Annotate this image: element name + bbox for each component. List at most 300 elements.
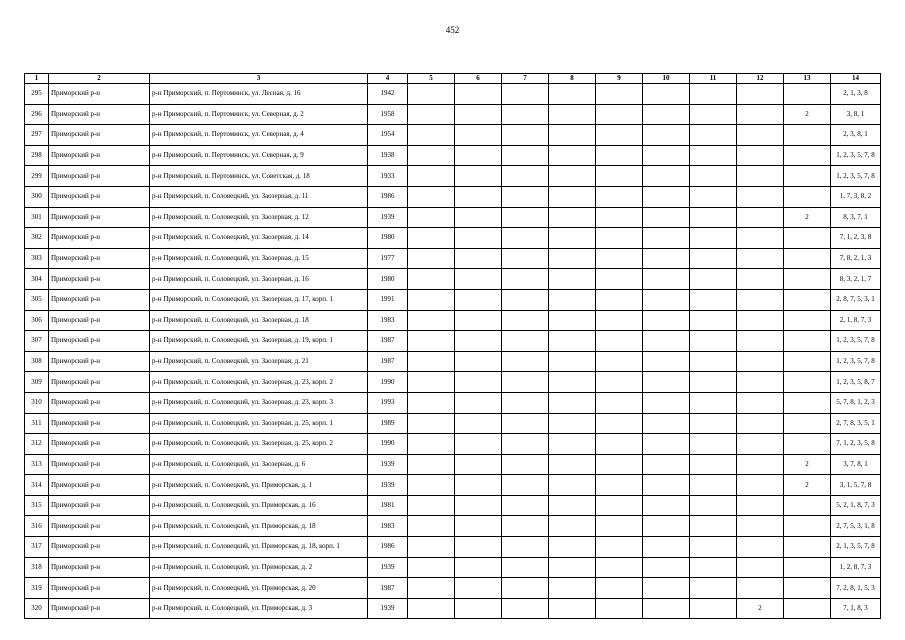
col14-cell: 7, 1, 8, 3 (831, 598, 881, 619)
col13-cell (784, 516, 831, 537)
col5-cell (408, 269, 455, 290)
col14-cell: 2, 1, 8, 7, 3 (831, 310, 881, 331)
col13-cell (784, 84, 831, 105)
col5-cell (408, 84, 455, 105)
col7-cell (502, 104, 549, 125)
table-body (25, 84, 881, 619)
col7-cell (502, 537, 549, 558)
table-row (25, 537, 881, 558)
col13-cell (784, 166, 831, 187)
col14-cell: 2, 8, 7, 5, 3, 1 (831, 289, 881, 310)
district-cell: Приморский р-н (49, 495, 150, 516)
col14-cell: 7, 1, 2, 3, 8 (831, 228, 881, 249)
col8-cell (549, 537, 596, 558)
col8-cell (549, 413, 596, 434)
row-number: 299 (25, 166, 49, 187)
row-number: 320 (25, 598, 49, 619)
col11-cell (690, 289, 737, 310)
col12-cell (737, 454, 784, 475)
col9-cell (596, 392, 643, 413)
col11-cell (690, 104, 737, 125)
col5-cell (408, 289, 455, 310)
col5-cell (408, 495, 455, 516)
col5-cell (408, 207, 455, 228)
address-cell: р-н Приморский, п. Соловецкий, ул. Заозерная, д. 25, корп. 2 (150, 434, 368, 455)
col6-cell (455, 331, 502, 352)
col12-cell (737, 392, 784, 413)
col13-cell (784, 269, 831, 290)
column-header: 6 (455, 74, 502, 84)
col9-cell (596, 557, 643, 578)
col10-cell (643, 434, 690, 455)
col11-cell (690, 434, 737, 455)
row-number: 304 (25, 269, 49, 290)
table-row (25, 207, 881, 228)
col9-cell (596, 84, 643, 105)
district-cell: Приморский р-н (49, 598, 150, 619)
col12-cell (737, 186, 784, 207)
table-row (25, 516, 881, 537)
col12-cell (737, 516, 784, 537)
col12-cell: 2 (737, 598, 784, 619)
col11-cell (690, 84, 737, 105)
address-cell: р-н Приморский, п. Соловецкий, ул. Заозерная, д. 25, корп. 1 (150, 413, 368, 434)
col14-cell: 3, 8, 1 (831, 104, 881, 125)
col8-cell (549, 516, 596, 537)
col5-cell (408, 331, 455, 352)
col6-cell (455, 248, 502, 269)
col5-cell (408, 392, 455, 413)
row-number: 318 (25, 557, 49, 578)
col6-cell (455, 598, 502, 619)
col9-cell (596, 516, 643, 537)
column-header: 11 (690, 74, 737, 84)
col9-cell (596, 598, 643, 619)
col10-cell (643, 598, 690, 619)
district-cell: Приморский р-н (49, 475, 150, 496)
col5-cell (408, 454, 455, 475)
district-cell: Приморский р-н (49, 248, 150, 269)
col12-cell (737, 104, 784, 125)
col12-cell (737, 166, 784, 187)
row-number: 302 (25, 228, 49, 249)
col12-cell (737, 84, 784, 105)
row-number: 319 (25, 578, 49, 599)
col8-cell (549, 84, 596, 105)
col8-cell (549, 104, 596, 125)
address-cell: р-н Приморский, п. Соловецкий, ул. Заозерная, д. 19, корп. 1 (150, 331, 368, 352)
col10-cell (643, 186, 690, 207)
col13-cell (784, 125, 831, 146)
year-cell: 1981 (368, 495, 408, 516)
col10-cell (643, 166, 690, 187)
address-cell: р-н Приморский, п. Соловецкий, ул. Заозерная, д. 17, корп. 1 (150, 289, 368, 310)
table-row (25, 495, 881, 516)
col12-cell (737, 537, 784, 558)
col7-cell (502, 269, 549, 290)
col11-cell (690, 557, 737, 578)
col6-cell (455, 454, 502, 475)
col10-cell (643, 145, 690, 166)
col14-cell: 5, 7, 8, 1, 2, 3 (831, 392, 881, 413)
col9-cell (596, 578, 643, 599)
col5-cell (408, 351, 455, 372)
year-cell: 1991 (368, 289, 408, 310)
col10-cell (643, 578, 690, 599)
col7-cell (502, 125, 549, 146)
col5-cell (408, 413, 455, 434)
district-cell: Приморский р-н (49, 269, 150, 290)
col8-cell (549, 186, 596, 207)
col7-cell (502, 454, 549, 475)
col13-cell (784, 228, 831, 249)
col10-cell (643, 351, 690, 372)
col14-cell: 1, 2, 3, 5, 7, 8 (831, 145, 881, 166)
col10-cell (643, 495, 690, 516)
col11-cell (690, 331, 737, 352)
col11-cell (690, 351, 737, 372)
table-row (25, 289, 881, 310)
col13-cell (784, 557, 831, 578)
col6-cell (455, 310, 502, 331)
col11-cell (690, 310, 737, 331)
col14-cell: 1, 2, 3, 5, 7, 8 (831, 331, 881, 352)
table-row (25, 392, 881, 413)
col13-cell (784, 351, 831, 372)
column-header: 5 (408, 74, 455, 84)
address-cell: р-н Приморский, п. Соловецкий, ул. Приморская, д. 1 (150, 475, 368, 496)
row-number: 317 (25, 537, 49, 558)
district-cell: Приморский р-н (49, 331, 150, 352)
column-header: 10 (643, 74, 690, 84)
year-cell: 1980 (368, 228, 408, 249)
col7-cell (502, 495, 549, 516)
table-row (25, 248, 881, 269)
col14-cell: 1, 2, 3, 5, 8, 7 (831, 372, 881, 393)
col12-cell (737, 372, 784, 393)
col5-cell (408, 125, 455, 146)
col13-cell (784, 434, 831, 455)
col11-cell (690, 228, 737, 249)
col14-cell: 2, 1, 3, 8 (831, 84, 881, 105)
col6-cell (455, 516, 502, 537)
col13-cell (784, 578, 831, 599)
col7-cell (502, 413, 549, 434)
district-cell: Приморский р-н (49, 537, 150, 558)
row-number: 307 (25, 331, 49, 352)
year-cell: 1987 (368, 351, 408, 372)
col9-cell (596, 228, 643, 249)
col6-cell (455, 495, 502, 516)
col13-cell: 2 (784, 454, 831, 475)
column-header: 3 (150, 74, 368, 84)
col8-cell (549, 248, 596, 269)
table-row (25, 104, 881, 125)
col14-cell: 2, 3, 8, 1 (831, 125, 881, 146)
col9-cell (596, 351, 643, 372)
row-number: 300 (25, 186, 49, 207)
year-cell: 1942 (368, 84, 408, 105)
district-cell: Приморский р-н (49, 392, 150, 413)
col6-cell (455, 186, 502, 207)
col12-cell (737, 475, 784, 496)
district-cell: Приморский р-н (49, 454, 150, 475)
address-cell: р-н Приморский, п. Соловецкий, ул. Заозерная, д. 16 (150, 269, 368, 290)
col8-cell (549, 434, 596, 455)
col11-cell (690, 454, 737, 475)
col6-cell (455, 269, 502, 290)
col13-cell (784, 331, 831, 352)
year-cell: 1986 (368, 186, 408, 207)
col9-cell (596, 372, 643, 393)
district-cell: Приморский р-н (49, 372, 150, 393)
col8-cell (549, 372, 596, 393)
col13-cell (784, 392, 831, 413)
table-row (25, 228, 881, 249)
col10-cell (643, 413, 690, 434)
year-cell: 1987 (368, 331, 408, 352)
col14-cell: 1, 2, 8, 7, 3 (831, 557, 881, 578)
table-row (25, 331, 881, 352)
col11-cell (690, 537, 737, 558)
col12-cell (737, 248, 784, 269)
col12-cell (737, 331, 784, 352)
col9-cell (596, 125, 643, 146)
col8-cell (549, 269, 596, 290)
col7-cell (502, 598, 549, 619)
col14-cell: 2, 7, 8, 3, 5, 1 (831, 413, 881, 434)
col14-cell: 5, 2, 1, 8, 7, 3 (831, 495, 881, 516)
col11-cell (690, 166, 737, 187)
col9-cell (596, 331, 643, 352)
row-number: 308 (25, 351, 49, 372)
table-row (25, 413, 881, 434)
col7-cell (502, 331, 549, 352)
year-cell: 1939 (368, 475, 408, 496)
col9-cell (596, 166, 643, 187)
col12-cell (737, 434, 784, 455)
address-cell: р-н Приморский, п. Пертоминск, ул. Лесная, д. 16 (150, 84, 368, 105)
col12-cell (737, 269, 784, 290)
col8-cell (549, 475, 596, 496)
district-cell: Приморский р-н (49, 413, 150, 434)
col13-cell (784, 372, 831, 393)
col7-cell (502, 392, 549, 413)
col7-cell (502, 186, 549, 207)
col6-cell (455, 84, 502, 105)
district-cell: Приморский р-н (49, 557, 150, 578)
district-cell: Приморский р-н (49, 289, 150, 310)
col9-cell (596, 145, 643, 166)
col8-cell (549, 392, 596, 413)
col14-cell: 1, 2, 3, 5, 7, 8 (831, 166, 881, 187)
row-number: 297 (25, 125, 49, 146)
col12-cell (737, 351, 784, 372)
row-number: 312 (25, 434, 49, 455)
col14-cell: 7, 2, 8, 1, 5, 3 (831, 578, 881, 599)
col6-cell (455, 578, 502, 599)
row-number: 313 (25, 454, 49, 475)
address-cell: р-н Приморский, п. Пертоминск, ул. Северная, д. 9 (150, 145, 368, 166)
col9-cell (596, 413, 643, 434)
col9-cell (596, 269, 643, 290)
year-cell: 1983 (368, 310, 408, 331)
col13-cell (784, 145, 831, 166)
col12-cell (737, 557, 784, 578)
col5-cell (408, 598, 455, 619)
address-cell: р-н Приморский, п. Пертоминск, ул. Советская, д. 18 (150, 166, 368, 187)
table-row (25, 145, 881, 166)
table-row (25, 557, 881, 578)
col8-cell (549, 289, 596, 310)
row-number: 315 (25, 495, 49, 516)
col10-cell (643, 84, 690, 105)
row-number: 314 (25, 475, 49, 496)
col5-cell (408, 166, 455, 187)
district-cell: Приморский р-н (49, 578, 150, 599)
district-cell: Приморский р-н (49, 228, 150, 249)
col11-cell (690, 392, 737, 413)
col5-cell (408, 372, 455, 393)
year-cell: 1990 (368, 372, 408, 393)
col7-cell (502, 557, 549, 578)
data-table (24, 73, 881, 619)
col7-cell (502, 289, 549, 310)
col11-cell (690, 516, 737, 537)
col8-cell (549, 207, 596, 228)
col8-cell (549, 557, 596, 578)
address-cell: р-н Приморский, п. Соловецкий, ул. Приморская, д. 2 (150, 557, 368, 578)
col13-cell: 2 (784, 207, 831, 228)
col13-cell: 2 (784, 104, 831, 125)
address-cell: р-н Приморский, п. Соловецкий, ул. Заозерная, д. 21 (150, 351, 368, 372)
col9-cell (596, 104, 643, 125)
col5-cell (408, 248, 455, 269)
col6-cell (455, 557, 502, 578)
col10-cell (643, 269, 690, 290)
col9-cell (596, 537, 643, 558)
address-cell: р-н Приморский, п. Соловецкий, ул. Заозерная, д. 23, корп. 3 (150, 392, 368, 413)
col9-cell (596, 310, 643, 331)
col12-cell (737, 578, 784, 599)
col13-cell (784, 495, 831, 516)
address-cell: р-н Приморский, п. Соловецкий, ул. Приморская, д. 3 (150, 598, 368, 619)
year-cell: 1939 (368, 598, 408, 619)
col7-cell (502, 578, 549, 599)
col10-cell (643, 516, 690, 537)
col5-cell (408, 145, 455, 166)
year-cell: 1987 (368, 578, 408, 599)
page-number: 452 (445, 25, 460, 35)
year-cell: 1939 (368, 454, 408, 475)
col11-cell (690, 125, 737, 146)
col13-cell (784, 537, 831, 558)
col14-cell: 1, 2, 3, 5, 7, 8 (831, 351, 881, 372)
col11-cell (690, 578, 737, 599)
year-cell: 1939 (368, 557, 408, 578)
table-row (25, 372, 881, 393)
table-row (25, 166, 881, 187)
table-row (25, 310, 881, 331)
col10-cell (643, 392, 690, 413)
col8-cell (549, 454, 596, 475)
address-cell: р-н Приморский, п. Соловецкий, ул. Приморская, д. 18, корп. 1 (150, 537, 368, 558)
col6-cell (455, 351, 502, 372)
address-cell: р-н Приморский, п. Соловецкий, ул. Заозерная, д. 18 (150, 310, 368, 331)
col9-cell (596, 434, 643, 455)
col11-cell (690, 475, 737, 496)
col13-cell: 2 (784, 475, 831, 496)
year-cell: 1989 (368, 413, 408, 434)
row-number: 310 (25, 392, 49, 413)
col9-cell (596, 289, 643, 310)
column-header: 2 (49, 74, 150, 84)
col9-cell (596, 475, 643, 496)
row-number: 298 (25, 145, 49, 166)
col11-cell (690, 269, 737, 290)
col14-cell: 8, 3, 7, 1 (831, 207, 881, 228)
year-cell: 1939 (368, 207, 408, 228)
col10-cell (643, 125, 690, 146)
col10-cell (643, 207, 690, 228)
col13-cell (784, 598, 831, 619)
district-cell: Приморский р-н (49, 207, 150, 228)
col11-cell (690, 372, 737, 393)
col10-cell (643, 310, 690, 331)
col5-cell (408, 557, 455, 578)
address-cell: р-н Приморский, п. Соловецкий, ул. Заозерная, д. 15 (150, 248, 368, 269)
col7-cell (502, 228, 549, 249)
col6-cell (455, 104, 502, 125)
district-cell: Приморский р-н (49, 516, 150, 537)
col9-cell (596, 495, 643, 516)
address-cell: р-н Приморский, п. Соловецкий, ул. Заозерная, д. 11 (150, 186, 368, 207)
table-row (25, 578, 881, 599)
district-cell: Приморский р-н (49, 310, 150, 331)
col5-cell (408, 186, 455, 207)
column-header: 1 (25, 74, 49, 84)
col8-cell (549, 598, 596, 619)
col14-cell: 8, 3, 2, 1, 7 (831, 269, 881, 290)
col9-cell (596, 248, 643, 269)
col8-cell (549, 310, 596, 331)
row-number: 309 (25, 372, 49, 393)
table-row (25, 84, 881, 105)
col10-cell (643, 289, 690, 310)
col6-cell (455, 145, 502, 166)
col10-cell (643, 454, 690, 475)
column-header: 9 (596, 74, 643, 84)
col6-cell (455, 372, 502, 393)
col8-cell (549, 166, 596, 187)
year-cell: 1983 (368, 516, 408, 537)
col7-cell (502, 84, 549, 105)
col7-cell (502, 351, 549, 372)
year-cell: 1958 (368, 104, 408, 125)
col14-cell: 7, 8, 2, 1, 3 (831, 248, 881, 269)
row-number: 303 (25, 248, 49, 269)
year-cell: 1938 (368, 145, 408, 166)
col6-cell (455, 228, 502, 249)
col11-cell (690, 145, 737, 166)
address-cell: р-н Приморский, п. Пертоминск, ул. Северная, д. 4 (150, 125, 368, 146)
col8-cell (549, 351, 596, 372)
district-cell: Приморский р-н (49, 104, 150, 125)
col7-cell (502, 434, 549, 455)
row-number: 306 (25, 310, 49, 331)
col7-cell (502, 516, 549, 537)
year-cell: 1933 (368, 166, 408, 187)
